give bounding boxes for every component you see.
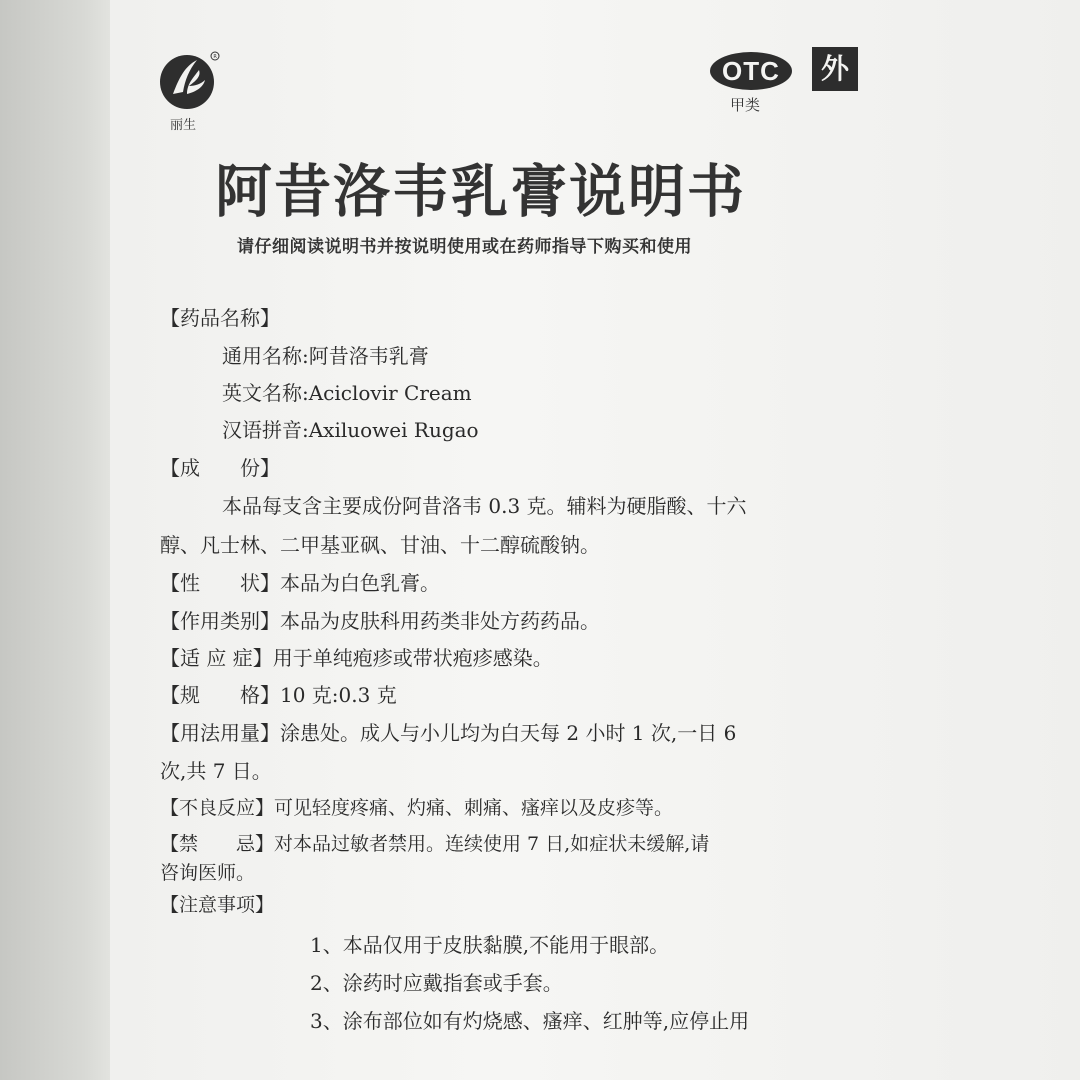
contra-row	[160, 829, 709, 856]
category-text: 本品为皮肤科用药类非处方药药品。	[280, 609, 600, 633]
spec-label: 【规 格】	[160, 683, 280, 707]
usage-text-line2: 次,共 7 日。	[160, 759, 272, 783]
paper-edge-shadow	[0, 0, 120, 1080]
external-use-badge: 外	[812, 47, 858, 91]
english-name: 英文名称:Aciclovir Cream	[222, 381, 472, 405]
usage-label: 【用法用量】	[160, 721, 280, 745]
indication-label: 【适 应 症】	[160, 646, 273, 670]
precaution-item-1: 1、本品仅用于皮肤黏膜,不能用于眼部。	[310, 933, 670, 957]
common-name: 通用名称:阿昔洛韦乳膏	[222, 344, 429, 368]
appearance-label: 【性 状】	[160, 571, 280, 595]
svg-text:R: R	[213, 54, 217, 60]
category-row	[160, 605, 600, 634]
indication-text: 用于单纯疱疹或带状疱疹感染。	[272, 646, 553, 670]
pinyin-name: 汉语拼音:Axiluowei Rugao	[222, 418, 479, 442]
precaution-item-3: 3、涂布部位如有灼烧感、瘙痒、红肿等,应停止用	[310, 1009, 750, 1033]
adverse-row	[160, 793, 673, 820]
contra-label: 【禁 忌】	[160, 833, 275, 855]
composition-heading: 【成 份】	[160, 456, 280, 480]
appearance-row	[160, 567, 440, 596]
precautions-heading: 【注意事项】	[160, 894, 275, 916]
usage-row	[160, 717, 736, 746]
contra-text-line1: 对本品过敏者禁用。连续使用 7 日,如症状未缓解,请	[274, 833, 710, 855]
usage-text-line1: 涂患处。成人与小儿均为白天每 2 小时 1 次,一日 6	[280, 721, 737, 745]
brand-logo-icon	[157, 48, 221, 112]
appearance-text: 本品为白色乳膏。	[280, 571, 440, 595]
precaution-item-2: 2、涂药时应戴指套或手套。	[310, 971, 563, 995]
spec-row	[160, 679, 397, 708]
adverse-text: 可见轻度疼痛、灼痛、刺痛、瘙痒以及皮疹等。	[274, 797, 674, 819]
spec-text: 10 克:0.3 克	[280, 683, 397, 707]
contra-text-line2: 咨询医师。	[160, 862, 256, 884]
composition-text-line1: 本品每支含主要成份阿昔洛韦 0.3 克。辅料为硬脂酸、十六	[222, 494, 747, 518]
composition-text-line2: 醇、凡士林、二甲基亚砜、甘油、十二醇硫酸钠。	[160, 533, 600, 557]
page-title: 阿昔洛韦乳膏说明书	[215, 159, 746, 225]
category-label: 【作用类别】	[160, 609, 280, 633]
brand-caption: 丽生	[170, 118, 197, 133]
adverse-label: 【不良反应】	[160, 797, 275, 819]
bleed-through-text	[400, 4, 420, 33]
page-subtitle: 请仔细阅读说明书并按说明使用或在药师指导下购买和使用	[237, 237, 692, 257]
indication-row	[160, 642, 553, 671]
otc-badge: OTC	[710, 52, 792, 90]
drug-name-heading: 【药品名称】	[160, 306, 280, 330]
otc-class-label: 甲类	[730, 96, 761, 114]
